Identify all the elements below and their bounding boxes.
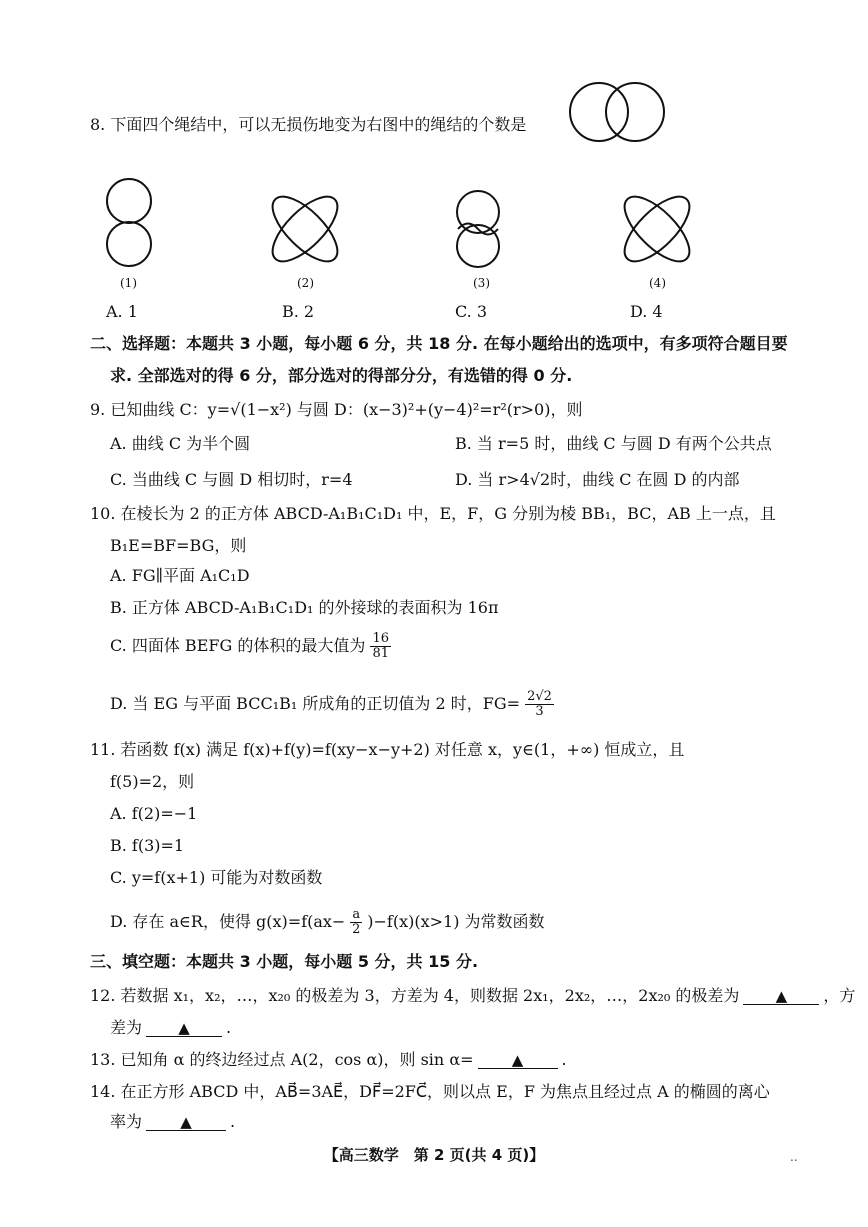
knot-caption-3: (3) bbox=[473, 276, 490, 290]
q11-option-b: B. f(3)=1 bbox=[110, 836, 185, 855]
answer-triangle-icon: ▲ bbox=[180, 1113, 192, 1131]
section3-heading: 三、填空题：本题共 3 小题，每小题 5 分，共 15 分. bbox=[90, 952, 479, 971]
answer-triangle-icon: ▲ bbox=[178, 1019, 190, 1037]
knot-caption-2: (2) bbox=[297, 276, 314, 290]
q11-option-a: A. f(2)=−1 bbox=[110, 804, 198, 823]
q10-option-d-fraction bbox=[525, 690, 554, 719]
q11-option-c: C. y=f(x+1) 可能为对数函数 bbox=[110, 868, 323, 887]
page-footer: 【高三数学 第 2 页(共 4 页)】 bbox=[323, 1146, 545, 1164]
q10-option-c-fraction bbox=[370, 632, 391, 661]
q8-option-c: C. 3 bbox=[455, 302, 488, 321]
q8-stem: 8. 下面四个绳结中，可以无损伤地变为右图中的绳结的个数是 bbox=[90, 115, 527, 134]
q12-stem-mid: ，方 bbox=[823, 986, 856, 1005]
q9-option-c: C. 当曲线 C 与圆 D 相切时，r=4 bbox=[110, 470, 353, 489]
knot-figure-1 bbox=[100, 176, 158, 272]
q9-option-d: D. 当 r>4√2时，曲线 C 在圆 D 的内部 bbox=[455, 470, 740, 489]
q8-option-a: A. 1 bbox=[106, 302, 138, 321]
q12-answer-blank-1[interactable] bbox=[743, 986, 819, 1005]
q13-answer-blank[interactable] bbox=[478, 1050, 558, 1069]
q11-option-d-fraction bbox=[350, 908, 362, 937]
answer-triangle-icon: ▲ bbox=[511, 1051, 524, 1069]
q11-option-d-denominator: 2 bbox=[352, 922, 361, 937]
q12-stem-end: . bbox=[226, 1018, 232, 1037]
q11-option-d-numerator: a bbox=[352, 907, 361, 922]
q11-stem-line1: 11. 若函数 f(x) 满足 f(x)+f(y)=f(xy−x−y+2) 对任意 x，y∈(1，+∞) 恒成立，且 bbox=[90, 740, 685, 759]
q10-option-c bbox=[110, 632, 391, 661]
q10-option-b: B. 正方体 ABCD-A₁B₁C₁D₁ 的外接球的表面积为 16π bbox=[110, 598, 499, 617]
q10-stem-line1: 10. 在棱长为 2 的正方体 ABCD-A₁B₁C₁D₁ 中，E，F，G 分别为棱 BB₁，BC，AB 上一点，且 bbox=[90, 504, 776, 523]
q13-stem-end: . bbox=[561, 1050, 567, 1069]
q9-option-a: A. 曲线 C 为半个圆 bbox=[110, 434, 251, 453]
q9-stem: 9. 已知曲线 C：y=√(1−x²) 与圆 D：(x−3)²+(y−4)²=r²(r>0)，则 bbox=[90, 400, 583, 419]
knot-figure-2 bbox=[262, 188, 348, 270]
q14-line2 bbox=[110, 1112, 235, 1132]
section2-heading-line2: 求. 全部选对的得 6 分，部分选对的得部分分，有选错的得 0 分. bbox=[110, 366, 573, 385]
q12-stem-line2: 差为 bbox=[110, 1018, 143, 1037]
q10-option-d-numerator: 2√2 bbox=[527, 689, 552, 704]
q14-stem-end: . bbox=[230, 1112, 236, 1131]
q14-answer-blank[interactable] bbox=[146, 1112, 226, 1131]
knot-caption-1: (1) bbox=[120, 276, 137, 290]
q10-option-a: A. FG∥平面 A₁C₁D bbox=[110, 566, 250, 585]
q12-line1 bbox=[90, 986, 855, 1006]
q12-answer-blank-2[interactable] bbox=[146, 1018, 222, 1037]
q10-stem-line2: B₁E=BF=BG，则 bbox=[110, 536, 247, 555]
knot-figure-3 bbox=[448, 188, 508, 272]
knot-figure-4 bbox=[614, 188, 700, 270]
q11-stem-line2: f(5)=2，则 bbox=[110, 772, 195, 791]
q14-stem-line2: 率为 bbox=[110, 1112, 143, 1131]
q9-option-b: B. 当 r=5 时，曲线 C 与圆 D 有两个公共点 bbox=[455, 434, 772, 453]
q8-option-d: D. 4 bbox=[630, 302, 663, 321]
q10-option-d-denominator: 3 bbox=[535, 704, 544, 719]
answer-triangle-icon: ▲ bbox=[775, 987, 788, 1005]
q12-line2 bbox=[110, 1018, 231, 1038]
q11-option-d bbox=[110, 908, 545, 937]
q10-option-c-text: C. 四面体 BEFG 的体积的最大值为 bbox=[110, 636, 366, 655]
q10-option-c-numerator: 16 bbox=[372, 631, 389, 646]
corner-mark: .. bbox=[790, 1150, 798, 1164]
q10-option-d bbox=[110, 690, 554, 719]
reference-knot-figure bbox=[566, 80, 670, 144]
q13-stem: 13. 已知角 α 的终边经过点 A(2，cos α)，则 sin α= bbox=[90, 1050, 474, 1069]
q10-option-d-text: D. 当 EG 与平面 BCC₁B₁ 所成角的正切值为 2 时，FG= bbox=[110, 694, 521, 713]
q11-option-d-text-end: )−f(x)(x>1) 为常数函数 bbox=[367, 912, 545, 931]
q13-line bbox=[90, 1050, 567, 1070]
q10-option-c-denominator: 81 bbox=[372, 646, 389, 661]
q12-stem-line1: 12. 若数据 x₁，x₂，…，x₂₀ 的极差为 3，方差为 4，则数据 2x₁，2x₂，…，2x₂₀ 的极差为 bbox=[90, 986, 740, 1005]
q11-option-d-text: D. 存在 a∈R，使得 g(x)=f(ax− bbox=[110, 912, 346, 931]
section2-heading-line1: 二、选择题：本题共 3 小题，每小题 6 分，共 18 分. 在每小题给出的选项中，有多项符合题目要 bbox=[90, 334, 788, 353]
q14-stem-line1: 14. 在正方形 ABCD 中，AB⃗=3AE⃗，DF⃗=2FC⃗，则以点 E，F 为焦点且经过点 A 的椭圆的离心 bbox=[90, 1082, 770, 1101]
knot-caption-4: (4) bbox=[649, 276, 666, 290]
q8-option-b: B. 2 bbox=[282, 302, 315, 321]
